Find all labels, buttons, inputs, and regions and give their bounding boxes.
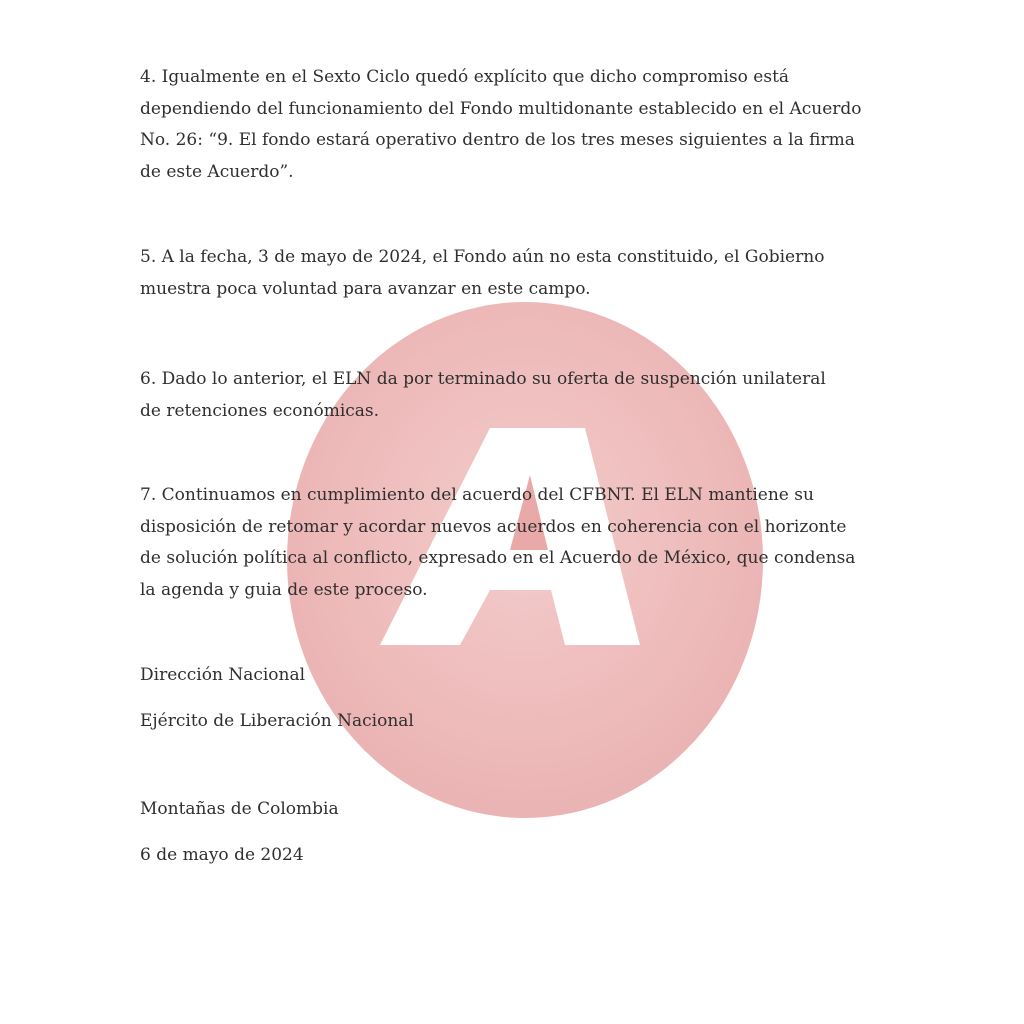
paragraph-4: 4. Igualmente en el Sexto Ciclo quedó explícito que dicho compromiso está dependiendo del funcionamiento del Fondo multidonante establecido en el Acuerdo No. 26: “9. El fondo estará operativo dentro de los tres meses siguientes a la firma de este Acuerdo”. [140,67,862,182]
signature-line-2: Ejército de Liberación Nacional [140,711,414,731]
signature-line-1: Dirección Nacional [140,665,306,685]
paragraph-5: 5. A la fecha, 3 de mayo de 2024, el Fondo aún no esta constituido, el Gobierno muestra poca voluntad para avanzar en este campo. [140,247,825,299]
paragraph-6: 6. Dado lo anterior, el ELN da por terminado su oferta de suspención unilateral de retenciones económicas. [140,369,826,421]
paragraph-7: 7. Continuamos en cumplimiento del acuerdo del CFBNT. El ELN mantiene su disposición de retomar y acordar nuevos acuerdos en coherencia con el horizonte de solución política al conflicto, expresado en el Acuerdo de México, que condensa la agenda y guia de este proceso. [140,485,856,600]
footer-date: 6 de mayo de 2024 [140,845,304,865]
footer-place: Montañas de Colombia [140,799,339,819]
